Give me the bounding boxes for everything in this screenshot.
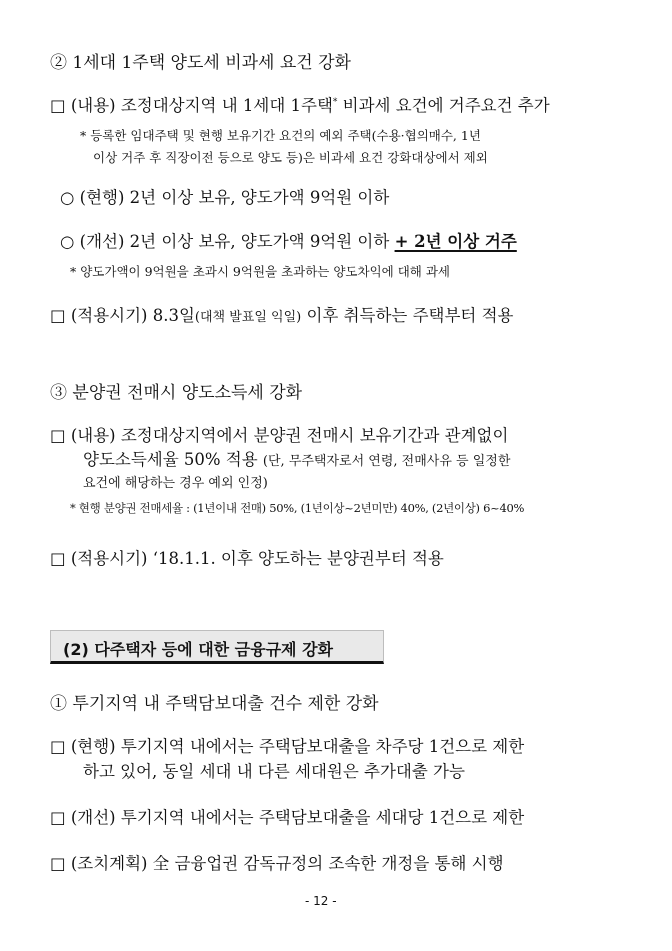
timing-text: (적용시기) ‘18.1.1. 이후 양도하는 분양권부터 적용	[70, 549, 444, 568]
section-heading-3: ③ 분양권 전매시 양도소득세 강화	[50, 383, 303, 403]
improved-item	[50, 804, 524, 828]
improved-rule-text: ○ (개선) 2년 이상 보유, 양도가액 9억원 이하	[60, 232, 395, 251]
subsection-heading-1: ① 투기지역 내 주택담보대출 건수 제한 강화	[50, 694, 379, 714]
plan-text: 全 금융업권 감독규정의 조속한 개정을 통해 시행	[152, 854, 504, 873]
content-text: 양도소득세율 50% 적용	[83, 450, 263, 469]
content-line	[83, 446, 510, 470]
current-item	[50, 733, 524, 757]
checkbox-marker: □	[50, 808, 66, 827]
section-heading-2: ② 1세대 1주택 양도세 비과세 요건 강화	[50, 53, 351, 73]
checkbox-marker: □	[50, 306, 66, 325]
timing-text: (적용시기) 8.3일	[70, 306, 195, 325]
checkbox-marker: □	[50, 549, 66, 568]
section-title: (2) 다주택자 등에 대한 금융규제 강화	[63, 640, 333, 659]
page-number: - 12 -	[305, 894, 337, 908]
footnote-line: * 등록한 임대주택 및 현행 보유기간 요건의 예외 주택(수용·협의매수, 1년	[80, 128, 481, 143]
footnote-line: 이상 거주 후 직장이전 등으로 양도 등)은 비과세 요건 강화대상에서 제외	[93, 150, 488, 165]
improved-text: (개선) 투기지역 내에서는 주택담보대출을 세대당 1건으로 제한	[70, 808, 525, 827]
content-text: (내용) 조정대상지역에서 분양권 전매시 보유기간과 관계없이	[70, 426, 509, 445]
improved-rule-emphasis: + 2년 이상 거주	[394, 232, 517, 251]
current-rule: ○ (현행) 2년 이상 보유, 양도가액 9억원 이하	[60, 188, 390, 207]
timing-note: (대책 발표일 익일)	[194, 310, 302, 325]
timing-item	[50, 302, 513, 326]
checkbox-marker: □	[50, 854, 66, 873]
plan-label: (조치계획)	[70, 854, 153, 873]
improved-rule	[60, 228, 517, 252]
footnote-marker: *	[332, 97, 338, 108]
current-line-2: 하고 있어, 동일 세대 내 다른 세대원은 추가대출 가능	[83, 762, 465, 781]
content-note: (단, 무주택자로서 연령, 전매사유 등 일정한	[262, 454, 511, 469]
timing-item	[50, 545, 444, 569]
content-item	[50, 422, 508, 446]
checkbox-marker: □	[50, 96, 66, 115]
footnote-line: * 현행 분양권 전매세율 : (1년이내 전매) 50%, (1년이상~2년미만) 40%, (2년이상) 6~40%	[70, 501, 525, 515]
section-title-box	[50, 630, 384, 664]
content-text: (내용) 조정대상지역 내 1세대 1주택	[70, 96, 333, 115]
checkbox-marker: □	[50, 737, 66, 756]
checkbox-marker: □	[50, 426, 66, 445]
footnote-line: * 양도가액이 9억원을 초과시 9억원을 초과하는 양도차익에 대해 과세	[70, 264, 450, 279]
timing-text-rest: 이후 취득하는 주택부터 적용	[301, 306, 514, 325]
current-text: (현행) 투기지역 내에서는 주택담보대출을 차주당 1건으로 제한	[70, 737, 525, 756]
content-note-line: 요건에 해당하는 경우 예외 인정)	[83, 476, 268, 491]
content-item	[50, 92, 550, 116]
plan-item	[50, 850, 504, 874]
content-text-rest: 비과세 요건에 거주요건 추가	[337, 96, 550, 115]
